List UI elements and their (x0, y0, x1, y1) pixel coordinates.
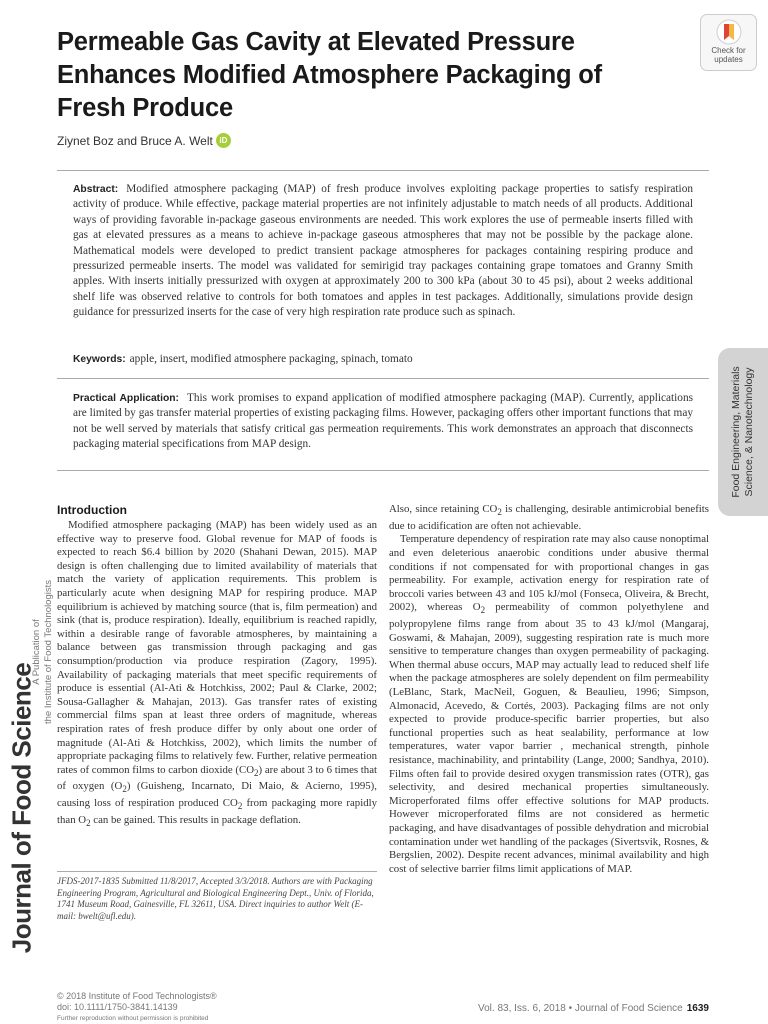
abstract-text: Modified atmosphere packaging (MAP) of fresh produce involves exploiting package properties to satisfy respiration activity of produce. While effective, package material properties are not infinitely adjustable to match needs of all products. Additional ways of providing favorable in-package gaseous environments are needed. This work explores the use of permeable inserts filled with gas at elevated pressures as a means to achieve in-package gaseous atmospheres that may not be possible by the package alone. Mathematical models were developed to predict transient package atmospheres for packages containing respiring produce and pressurized permeable inserts. The model was validated for semirigid tray packages containing grape tomatoes and Granny Smith apples. With inserts initially pressurized with oxygen at approximately 200 to 300 kPa (about 30 to 45 psi), about 2 weeks additional shelf life was observed relative to controls for both tomatoes and apples in test packages. Additionally, simulations provide design guidance for pressurized inserts for the case of very high respiration rate produce such as spinach. (73, 183, 693, 319)
text-run: permeability of common polyethylene and polypropylene films range from about 35 to 43 kJ/mol (Mangaraj, Goswami, & Mahajan, 2009), suggesting respiration rate is much more sensitive to temperature changes than oxygen permeability of packaging. When thermal abuse occurs, MAP may actually lead to reduced shelf life when the package atmospheres are solely dependent on film permeability (LeBlanc, Stark, MacNeil, Goguen, & Beaulieu, 1996; Simpson, Almonacid, Acevedo, & Cortés, 2003). Packaging films are not only expected to provide produce-specific barrier properties, but also functional properties such as heat sealability, performance at low temperatures, water vapor barrier , mechanical strength, pinhole resistance, machinability, and printability (Lange, 2000; Sandhya, 2010). Films often fail to provide desired oxygen transmission rates (OTR), gas selectivity, and desired mechanical properties simultaneously. Microperforated films offer effective solutions for MAP products. However microperforated films are not considered as hermetic packaging, and have disadvantages of possible dehydration and microbial contamination under wet handling of the packages (Sivertsvik, Rosnes, & Bergslien, 2002). Despite recent advances, minimal availability and high cost of selective barrier films limit applications of MAP. (389, 601, 709, 875)
body-column-left (57, 519, 377, 831)
section-tab-line: Science, & Nanotechnology (743, 367, 755, 497)
abstract (73, 182, 693, 321)
subscript: 2 (254, 767, 259, 778)
bookmark-ribbon-icon (715, 19, 743, 45)
orcid-icon[interactable]: iD (216, 133, 231, 148)
footnote: JFDS-2017-1835 Submitted 11/8/2017, Accepted 3/3/2018. Authors are with Packaging Engineering Program, Agricultural and Biological Engineering Dept., Univ. of Florida, 1741 Museum Road, Gainesville, FL 32611, USA. Direct inquiries to author Welt (E-mail: bwelt@ufl.edu). (57, 876, 374, 921)
paragraph (389, 503, 709, 533)
keywords (73, 352, 693, 367)
section-heading: Introduction (57, 503, 127, 517)
subscript: 2 (497, 507, 502, 518)
text-run: ) are about 3 to 6 times that of oxygen (O (57, 763, 377, 793)
text-run: is challenging, desirable antimicrobial benefits due to acidification are often not achievable. (389, 503, 709, 532)
footnote-divider (57, 871, 377, 872)
practical-label: Practical Application: (73, 393, 179, 404)
title-line: Fresh Produce (57, 94, 233, 122)
subscript: 2 (86, 818, 91, 829)
paragraph (57, 519, 377, 831)
badge-line: Check for (711, 46, 746, 55)
divider (57, 378, 709, 379)
page-footer (450, 1003, 709, 1014)
keywords-label: Keywords: (73, 354, 126, 365)
citation: Vol. 83, Iss. 6, 2018 • Journal of Food Science (478, 1003, 683, 1014)
text-run: from packaging more rapidly than O (57, 797, 377, 826)
article-title (57, 26, 697, 125)
journal-logo: Journal of Food Science (6, 662, 37, 954)
keywords-text: apple, insert, modified atmosphere packaging, spinach, tomato (129, 353, 413, 365)
copyright-block (57, 991, 217, 1024)
badge-label (701, 46, 756, 64)
practical-text: This work promises to expand application of modified atmosphere packaging (MAP). Currently, applications are limited by gas transfer material properties of existing packaging films. However, packaging offers other important functions that may not be well served by materials that satisfy critical gas permeation requirements. This work demonstrates an approach that disconnects packaging material specifications from MAP design. (73, 392, 693, 451)
text-run: can be gained. This results in package deflation. (90, 813, 301, 826)
publisher-line-1: A Publication of (31, 619, 42, 685)
copyright: © 2018 Institute of Food Technologists® (57, 991, 217, 1001)
section-tab-label (730, 352, 756, 512)
divider (57, 170, 709, 171)
authors: Ziynet Boz and Bruce A. Welt (57, 133, 213, 148)
title-line: Permeable Gas Cavity at Elevated Pressure (57, 28, 575, 56)
subscript: 2 (480, 605, 486, 616)
body-column-right (389, 503, 709, 876)
permission-notice: Further reproduction without permission is prohibited (57, 1015, 209, 1022)
text-run: Also, since retaining CO (389, 503, 498, 515)
paragraph (389, 533, 709, 876)
subscript: 2 (122, 784, 127, 795)
check-for-updates-badge[interactable] (700, 14, 757, 71)
text-run: ) (Guisheng, Incarnato, Di Maio, & Acierno, 1995), causing loss of respiration produced CO (57, 780, 377, 810)
text-run: Temperature dependency of respiration rate may also cause nonoptimal and even deleterious anaerobic conditions under abusive thermal conditions if not compensated for with proportional changes in gas permeability. For example, activation energy for respiration rate of broccoli varies between 43 and 105 kJ/mol (Fonseca, Oliveira, & Brecht, 2002), whereas O (389, 533, 709, 614)
abstract-label: Abstract: (73, 184, 119, 195)
doi[interactable]: doi: 10.1111/1750-3841.14139 (57, 1002, 178, 1012)
page-number: 1639 (686, 1003, 709, 1014)
author-line (57, 133, 231, 148)
section-tab-line: Food Engineering, Materials (730, 366, 742, 498)
practical-application (73, 391, 693, 453)
divider (57, 470, 709, 471)
subscript: 2 (237, 801, 243, 812)
text-run: Modified atmosphere packaging (MAP) has been widely used as an effective way to preserve food. Global revenue for MAP of foods is expected to reach $6.4 billion by 2020 (Shahani Dewan, 2015). MAP design is often challenging due to limited availability of materials that match the variety of application requirements. This problem is particularly acute when designing MAP for respiring produce. MAP equilibrium is achieved by matching source (that is, film permeation) and sink (that is, produce respiration). Ideally, equilibrium is reached rapidly, within a desirable range of favorable atmospheres, by maintaining a balance between gas transmission through packaging and gas consumption/production via produce respiration (Zagory, 1995). Availability of packaging materials that meet specific requirements of produce is essential (Al-Ati & Hotchkiss, 2002; Paul & Clarke, 2002; Sousa-Gallagher & Mahajan, 2013). Gas transfer rates of existing commercial films span at least three orders of magnitude, whereas respiration rates of fresh produce differ by only about one order of magnitude (Al-Ati & Hotchkiss, 2002), which limits the number of appropriate packaging films to relatively few. Further, relative permeation rates of common films to carbon dioxide (CO (57, 519, 377, 776)
publisher-line-2: the Institute of Food Technologists (43, 580, 54, 724)
title-line: Enhances Modified Atmosphere Packaging of (57, 61, 602, 89)
badge-line: updates (714, 55, 743, 64)
